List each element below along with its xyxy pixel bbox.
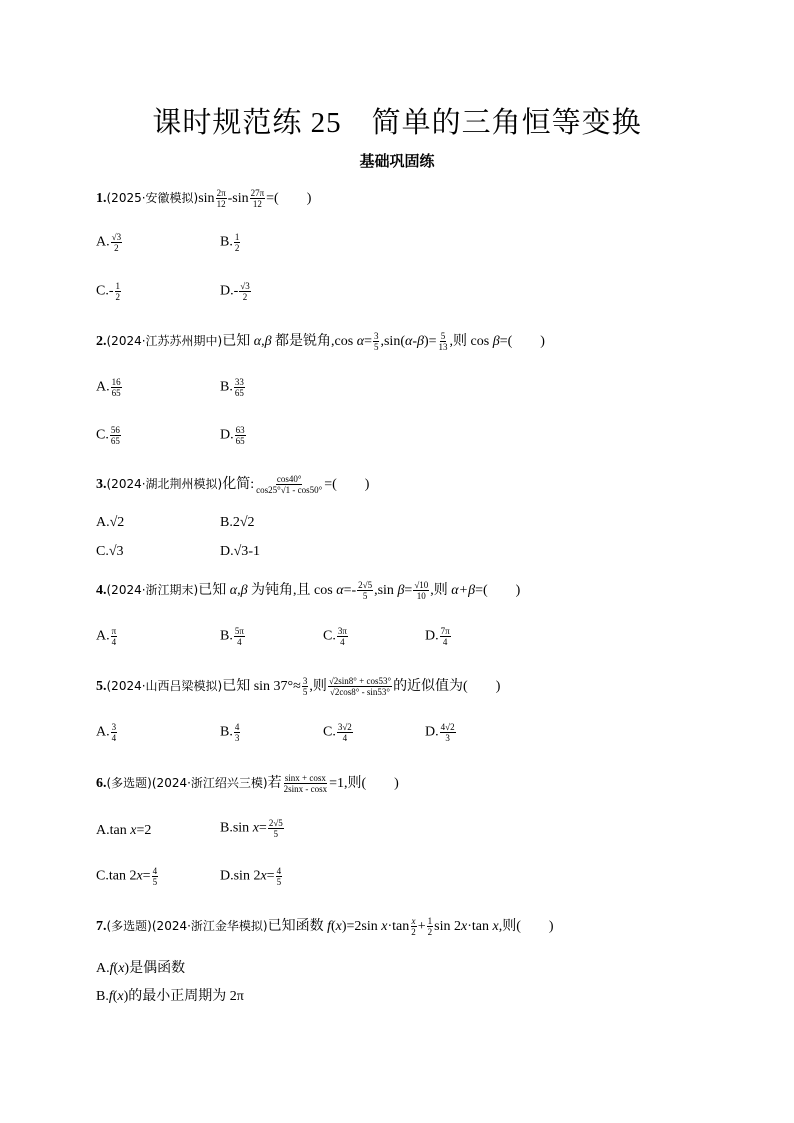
question-3: 3.(2024·湖北荆州模拟)化简: $\frac{\cos 40^\circ}{\cos 25^\circ√1 - \cos 50^\circ}$ =( ) [96,474,370,496]
question-number: 2. [96,334,107,349]
q7-option-b[interactable]: B.f(x)的最小正周期为 2π [96,989,244,1004]
q3-option-d[interactable]: D.√3-1 [220,544,260,559]
q4-option-b[interactable]: B. $\frac{5\pi}{4}$ [220,626,244,647]
question-source: (2024·浙江金华模拟) [151,919,268,933]
question-source: (2024·江苏苏州期中) [106,334,223,348]
question-number: 1. [96,191,107,206]
q2-option-b[interactable]: B. $\frac{33}{65}$ [220,377,244,398]
question-6: 6.(多选题)(2024·浙江绍兴三模)若 $\frac{\sin x + \cos x}{2\sin x - \cos x}$ =1,则( ) [96,773,399,795]
question-number: 6. [96,776,107,791]
q2-fraction-1: $\frac{3}{5}$ [373,331,379,353]
q5-option-d[interactable]: D. $\frac{4√2}{3}$ [425,722,455,743]
q1-fraction-2: $\frac{27\pi}{12}$ [250,188,265,210]
q4-option-a[interactable]: A. $\frac{\pi}{4}$ [96,626,117,647]
q1-option-c[interactable]: C.- $\frac{1}{2}$ [96,281,120,302]
question-number: 4. [96,583,107,598]
question-type-tag: (多选题) [106,919,152,933]
q6-option-d[interactable]: D.sin 2x= $\frac{4}{5}$ [220,866,282,887]
q6-option-b[interactable]: B.sin x= $\frac{2√5}{5}$ [220,818,283,839]
q6-fraction: $\frac{\sin x + \cos x}{2\sin x - \cos x}$ [283,773,328,795]
q4-option-c[interactable]: C. $\frac{3\pi}{4}$ [323,626,347,647]
q6-option-a[interactable]: A.tan x=2 [96,823,152,838]
question-source: (2024·浙江绍兴三模) [151,776,268,790]
q3-option-a[interactable]: A.√2 [96,515,125,530]
q2-option-d[interactable]: D. $\frac{63}{65}$ [220,425,245,446]
q2-fraction-2: $\frac{5}{13}$ [438,331,448,353]
q3-option-c[interactable]: C.√3 [96,544,124,559]
question-source: (2024·湖北荆州模拟) [106,477,223,491]
page-title: 课时规范练 25 简单的三角恒等变换 [152,107,642,139]
question-type-tag: (多选题) [106,776,152,790]
question-4: 4.(2024·浙江期末)已知 α,β 为钝角,且 cos α=- $\frac{2√5}{5}$ ,sin β= $\frac{√10}{10}$ ,则 α+β=( ) [96,580,521,602]
q5-fraction-1: $\frac{3}{5}$ [302,676,308,698]
q1-fraction-1: $\frac{2\pi}{12}$ [216,188,226,210]
q6-option-c[interactable]: C.tan 2x= $\frac{4}{5}$ [96,866,158,887]
q5-fraction-2: $\frac{√2\sin 8^\circ + \cos 53^\circ}{√2\cos 8^\circ - \sin 53^\circ}$ [328,676,392,698]
question-5: 5.(2024·山西吕梁模拟)已知 sin 37°≈ $\frac{3}{5}$ ,则 $\frac{√2\sin 8^\circ + \cos 53^\circ}{√2\cos 8^\circ - \sin 53^\circ}$ 的近似值为( ) [96,676,501,698]
q4-fraction-2: $\frac{√10}{10}$ [414,580,429,602]
q3-option-b[interactable]: B.2√2 [220,515,255,530]
q5-option-c[interactable]: C. $\frac{3√2}{4}$ [323,722,352,743]
q1-option-d[interactable]: D.- $\frac{√3}{2}$ [220,281,250,302]
q1-text: -sin [227,191,249,206]
q3-fraction: $\frac{\cos 40^\circ}{\cos 25^\circ√1 - \cos 50^\circ}$ [256,474,323,496]
q1-option-b[interactable]: B. $\frac{1}{2}$ [220,232,240,253]
q4-fraction-1: $\frac{2√5}{5}$ [358,580,373,602]
question-7: 7.(多选题)(2024·浙江金华模拟)已知函数 f(x)=2sin x·tan $\frac{x}{2}$ + $\frac{1}{2}$ sin 2x·tan x,则( ) [96,916,554,938]
q5-option-b[interactable]: B. $\frac{4}{3}$ [220,722,240,743]
q1-text: =( ) [266,191,312,206]
q1-option-a[interactable]: A. $\frac{√3}{2}$ [96,232,122,253]
q7-fraction-2: $\frac{1}{2}$ [427,916,433,938]
question-number: 3. [96,477,107,492]
q5-option-a[interactable]: A. $\frac{3}{4}$ [96,722,117,743]
question-source: (2025·安徽模拟) [106,191,199,205]
q4-option-d[interactable]: D. $\frac{7\pi}{4}$ [425,626,450,647]
q1-text: sin [198,191,215,206]
question-number: 5. [96,679,107,694]
q2-option-c[interactable]: C. $\frac{56}{65}$ [96,425,120,446]
q7-fraction-1: $\frac{x}{2}$ [411,916,416,938]
section-heading: 基础巩固练 [359,152,435,170]
q7-option-a[interactable]: A.f(x)是偶函数 [96,961,186,976]
q2-option-a[interactable]: A. $\frac{16}{65}$ [96,377,121,398]
question-number: 7. [96,919,107,934]
question-source: (2024·浙江期末) [106,583,199,597]
question-source: (2024·山西吕梁模拟) [106,679,223,693]
question-1 [96,188,311,209]
question-2: 2.(2024·江苏苏州期中)已知 α,β 都是锐角,cos α= $\frac{3}{5}$ ,sin(α-β)= $\frac{5}{13}$ ,则 cos β=( ) [96,331,545,353]
